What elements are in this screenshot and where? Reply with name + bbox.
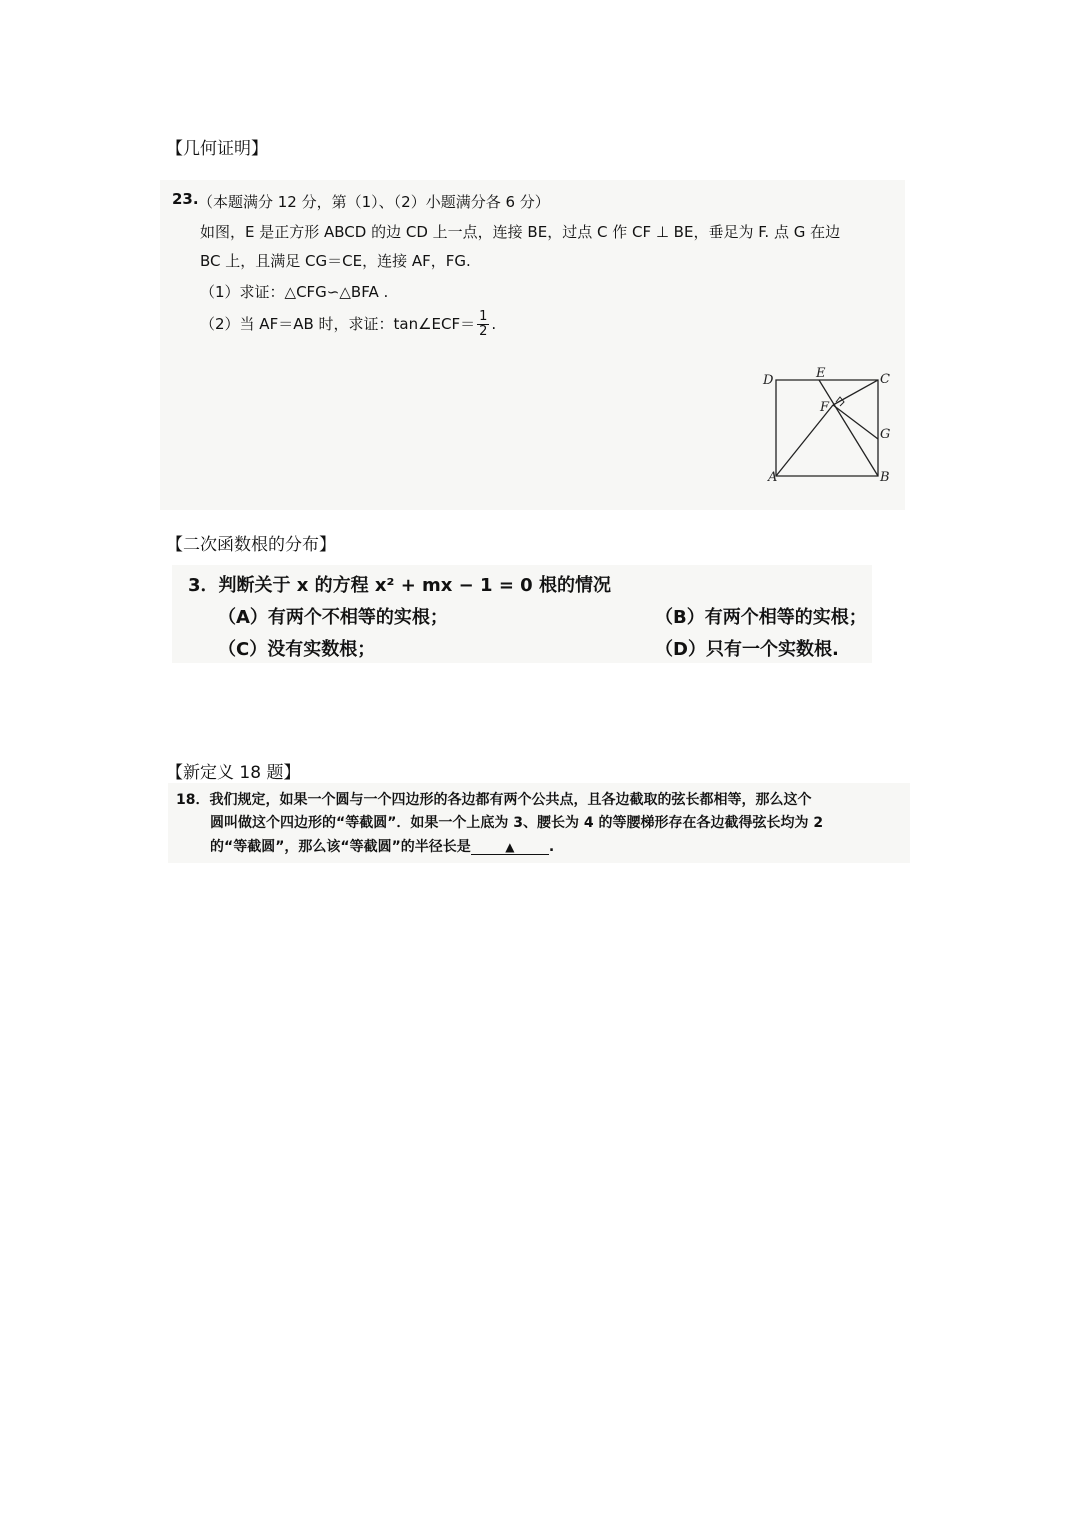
answer-blank	[471, 840, 549, 855]
segment-af	[776, 405, 833, 476]
fraction-one-half	[477, 310, 489, 339]
q23-stem-line1: 如图，E 是正方形 ABCD 的边 CD 上一点，连接 BE，过点 C 作 CF ⊥ BE，垂足为 F. 点 G 在边	[200, 223, 841, 241]
label-c: C	[880, 372, 890, 387]
q18-line2: 圆叫做这个四边形的“等截圆”．如果一个上底为 3、腰长为 4 的等腰梯形存在各边截得弦长均为 2	[210, 815, 824, 831]
label-f: F	[820, 400, 830, 415]
q18-line3	[210, 836, 554, 856]
q18-line3-prefix: 的“等截圆”，那么该“等截圆”的半径长是	[210, 839, 471, 855]
q23-part2-suffix: .	[491, 315, 497, 333]
q23-header: （本题满分 12 分，第（1）、（2）小题满分各 6 分）	[198, 193, 550, 211]
label-b: B	[880, 470, 890, 485]
q3-option-a: （A）有两个不相等的实根；	[218, 607, 448, 628]
segment-fg	[833, 405, 878, 439]
segment-cf	[833, 380, 878, 405]
label-e: E	[816, 366, 826, 381]
label-g: G	[880, 427, 891, 442]
square-abcd-figure	[756, 362, 906, 490]
q18-line3-suffix: .	[548, 839, 555, 855]
section-heading-quadratic-roots: 【二次函数根的分布】	[166, 535, 336, 555]
fraction-numerator: 1	[479, 309, 488, 324]
q23-part2-prefix: （2）当 AF＝AB 时，求证：tan∠ECF＝	[200, 315, 476, 333]
q23-part2	[200, 310, 496, 339]
fraction-denominator: 2	[479, 324, 488, 339]
q3-option-b: （B）有两个相等的实根；	[655, 607, 867, 628]
section-heading-geometry: 【几何证明】	[166, 139, 268, 159]
q18-line1: 18．我们规定，如果一个圆与一个四边形的各边都有两个公共点，且各边截取的弦长都相等，那么这个	[176, 792, 812, 808]
segment-be	[819, 380, 878, 476]
q3-option-d: （D）只有一个实数根.	[655, 639, 839, 660]
q3-option-c: （C）没有实数根；	[218, 639, 376, 660]
label-a: A	[768, 470, 778, 485]
q23-number: 23.	[172, 190, 199, 208]
q23-part1: （1）求证：△CFG∽△BFA .	[200, 283, 389, 301]
section-heading-new-definition: 【新定义 18 题】	[166, 763, 301, 783]
q3-stem: 3．判断关于 x 的方程 x² + mx − 1 = 0 根的情况	[188, 575, 611, 596]
q23-stem-line2: BC 上，且满足 CG＝CE，连接 AF，FG.	[200, 252, 471, 270]
label-d: D	[763, 373, 774, 388]
blank-triangle-mark: ▲	[505, 840, 515, 854]
